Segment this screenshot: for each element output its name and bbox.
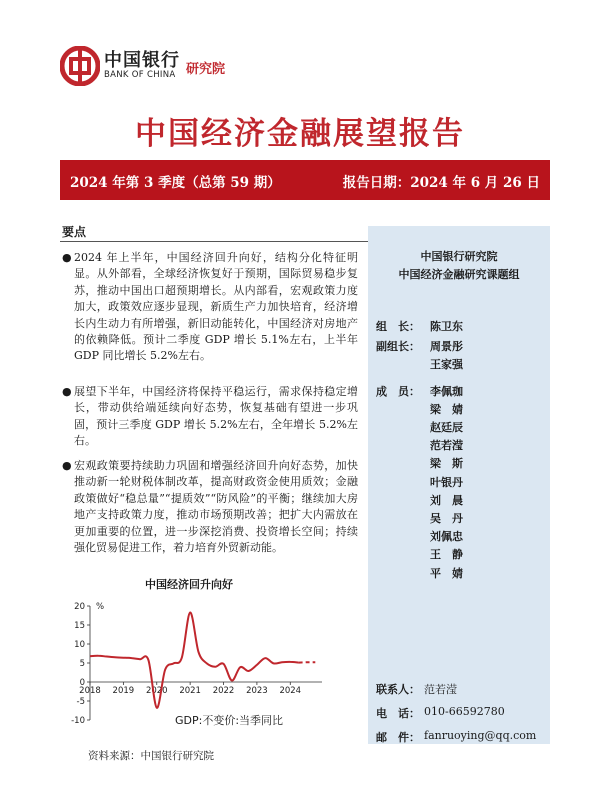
team-member-name: 陈卫东 [430,320,463,333]
team-role-label: 副组长： [376,340,420,354]
y-tick-label: 0 [79,678,85,688]
y-tick-label: 15 [74,621,85,631]
team-role-label: 组 长： [376,320,420,333]
team-member-name: 周景彤 [430,340,463,354]
bullet-dot-icon: ● [62,385,72,398]
team-member-name: 梁 斯 [430,457,463,471]
logo-english-name: BANK OF CHINA [104,70,176,80]
bullet-dot-icon: ● [62,459,72,472]
team-organization: 中国银行研究院 [420,250,498,263]
bullet-text: 展望下半年，中国经济将保持平稳运行，需求保持稳定增长，带动供给端延续向好态势，恢复基础有望进一步巩固，预计三季度 GDP 增长 5.2%左右，全年增长 5.2%左右。 [74,385,358,448]
period-banner [60,160,550,200]
y-tick-label: -10 [71,716,85,726]
bullet-dot-icon: ● [62,251,72,264]
team-member-name: 范若滢 [430,439,463,453]
report-period: 2024 年第 3 季度（总第 59 期） [70,175,281,191]
summary-bullet [60,250,358,365]
team-member-name: 王 静 [430,548,463,562]
team-member-name: 赵廷辰 [430,421,463,434]
team-member-name: 吴 丹 [430,512,463,525]
contact-value: 010-66592780 [424,705,505,718]
x-tick-label: 2019 [112,686,135,696]
y-tick-label: 10 [74,640,85,650]
contact-label: 电 话： [376,707,420,720]
report-title: 中国经济金融展望报告 [135,116,465,152]
contact-value[interactable]: fanruoying@qq.com [424,729,537,742]
y-tick-label: 20 [74,602,85,612]
team-member-name: 叶银丹 [430,475,463,489]
team-member-name: 王家强 [430,358,463,372]
bullet-text: 2024 年上半年，中国经济回升向好，结构分化特征明显。从外部看，全球经济恢复好于预期，国际贸易稳步复苏，推动中国出口超预期增长。从内部看，宏观政策力度加大，政策效应逐步显现，新质生产力加快培育，经济增长内生动力有所增强，新旧动能转化，中国经济对房地产的依赖降低。预计二季度 GDP 增长 5.1%左右，上半年 GDP 同比增长 5.2%左右。 [74,251,358,363]
chart-title: 中国经济回升向好 [145,578,233,591]
summary-heading: 要点 [62,225,87,239]
y-tick-label: -5 [76,697,85,707]
institute-name: 研究院 [186,62,226,77]
team-member-name: 梁 婧 [430,402,463,416]
bank-of-china-logo-icon [60,46,100,86]
chart-legend: GDP:不变价:当季同比 [175,714,284,727]
x-tick-label: 2021 [179,686,201,696]
contact-value: 范若滢 [424,683,457,696]
x-tick-label: 2022 [212,686,235,696]
y-tick-label: 5 [79,659,85,669]
source-note: 资料来源：中国银行研究院 [88,750,214,762]
x-tick-label: 2023 [246,686,268,696]
team-member-name: 刘佩忠 [430,530,463,544]
team-member-name: 李佩珈 [430,384,463,398]
y-unit-label: % [96,602,105,612]
team-member-name: 刘 晨 [430,493,463,507]
summary-bullet [60,458,358,556]
summary-bullet [60,384,358,450]
team-name: 中国经济金融研究课题组 [398,268,520,281]
research-team-panel [368,226,550,744]
logo-chinese-name: 中国银行 [104,50,180,71]
team-role-label: 成 员： [376,384,420,398]
x-tick-label: 2018 [79,686,101,696]
x-tick-label: 2020 [145,686,168,696]
contact-label: 邮 件： [376,731,420,744]
bullet-text: 宏观政策要持续助力巩固和增强经济回升向好态势，加快推动新一轮财税体制改革，提高财政资金使用质效；金融政策做好“稳总量”“提质效”“防风险”的平衡；继续加大房地产支持政策力度，推动市场预期改善；把扩大内需放在更加重要的位置，进一步深挖消费、投资增长空间；持续强化贸易促进工作，着力培育外贸新动能。 [74,459,358,555]
report-date: 报告日期：2024 年 6 月 26 日 [342,175,540,191]
team-member-name: 平 婧 [430,566,463,580]
contact-label: 联系人： [376,683,420,696]
x-tick-label: 2024 [279,686,302,696]
gdp-line-chart [60,592,330,732]
